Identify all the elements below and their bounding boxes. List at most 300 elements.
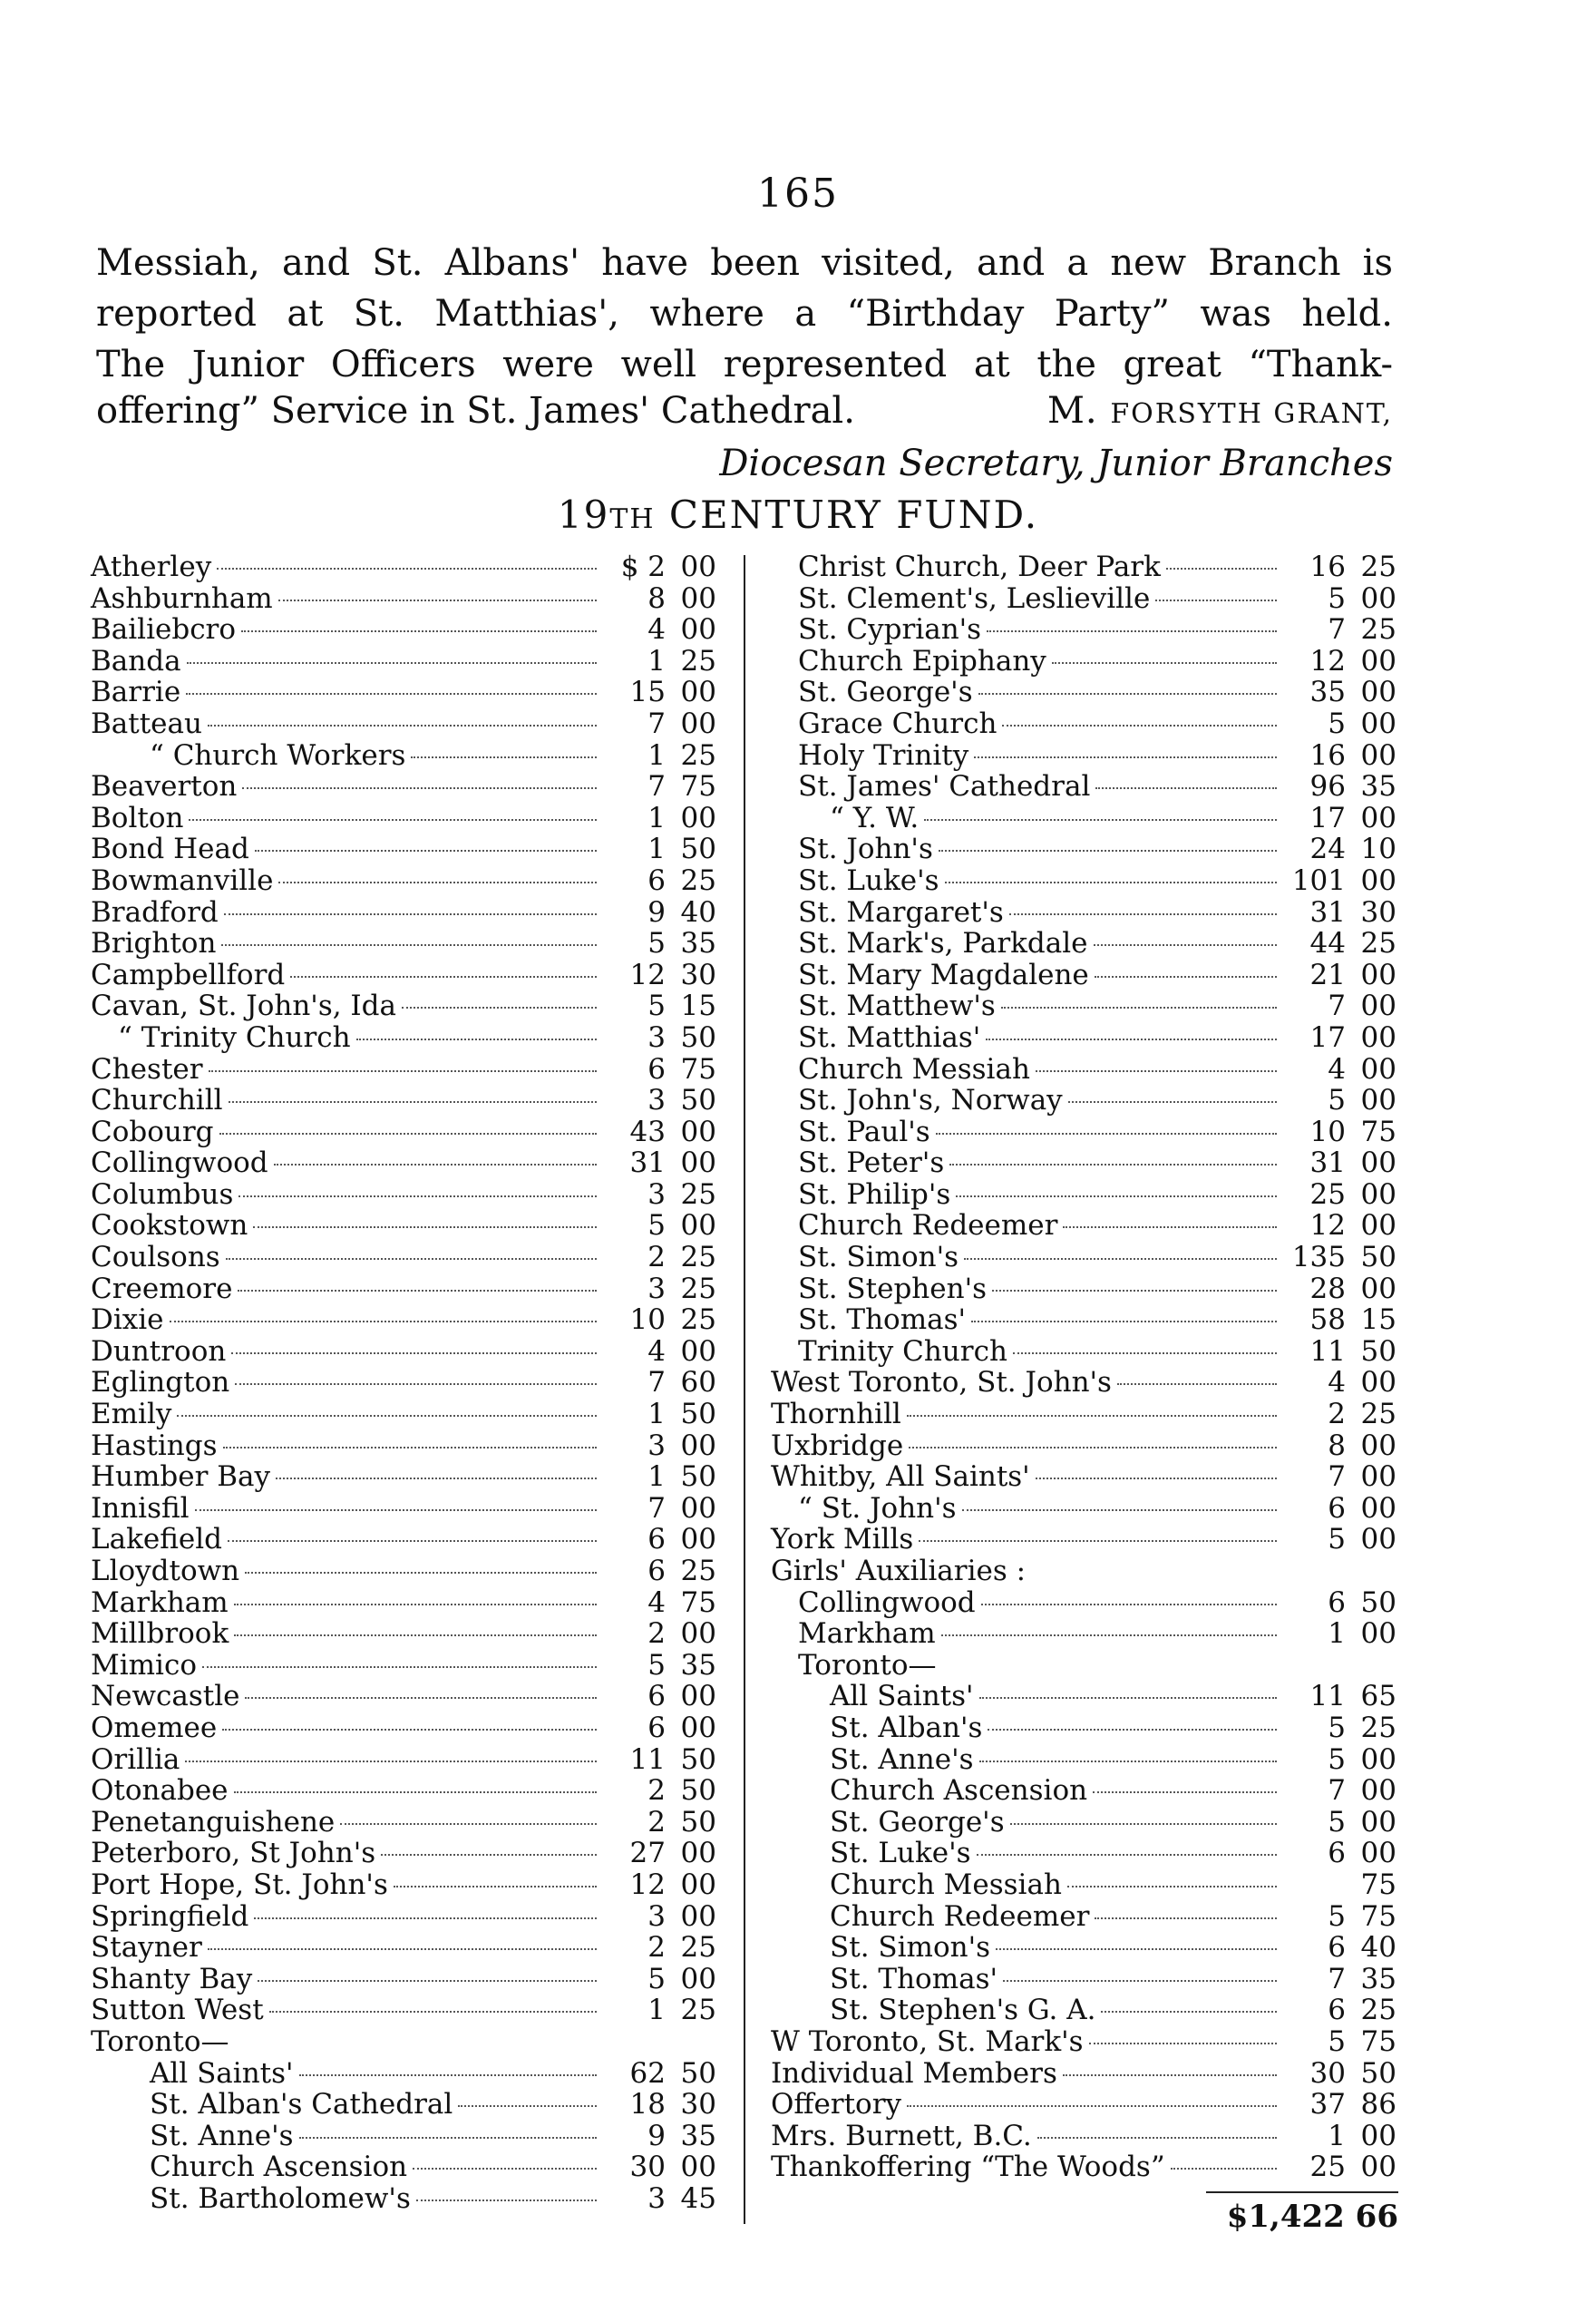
entry-name: Toronto—	[91, 2024, 229, 2058]
entry-name: Otonabee	[91, 1774, 229, 1808]
dot-leader	[209, 1070, 597, 1072]
list-item	[771, 1807, 1396, 1839]
list-item	[771, 865, 1396, 897]
dot-leader	[1067, 1886, 1277, 1887]
entry-dollars: 1	[647, 833, 666, 866]
entry-cents: 00	[1360, 1837, 1396, 1870]
entry-dollars: 5	[1328, 1711, 1346, 1744]
entry-dollars: 1	[1328, 2119, 1346, 2152]
entry-dollars: 3	[647, 1272, 666, 1305]
list-item	[91, 1681, 716, 1712]
entry-name: “ Church Workers	[150, 738, 406, 772]
entry-cents: 00	[1360, 1460, 1396, 1494]
entry-name: Batteau	[91, 707, 202, 740]
dot-leader	[221, 944, 597, 946]
dot-leader	[254, 1917, 597, 1919]
entry-dollars: 5	[1328, 2024, 1346, 2058]
dot-leader	[278, 882, 597, 883]
entry-dollars: 43	[629, 1115, 666, 1148]
list-item	[771, 771, 1396, 803]
dot-leader	[185, 1761, 597, 1762]
entry-name: Grace Church	[798, 707, 998, 740]
entry-name: Uxbridge	[771, 1429, 904, 1462]
dot-leader	[1036, 1478, 1277, 1479]
list-item	[771, 2058, 1396, 2090]
entry-name: Peterboro, St John's	[91, 1837, 376, 1870]
entry-dollars: 6	[647, 1555, 666, 1587]
dot-leader	[1001, 1007, 1277, 1009]
dot-leader	[394, 1886, 597, 1887]
entry-dollars: 5	[1328, 1899, 1346, 1933]
dot-leader	[949, 1164, 1277, 1166]
list-item	[771, 1618, 1396, 1650]
entry-cents: 50	[1360, 1585, 1396, 1619]
entry-dollars: 5	[1328, 581, 1346, 615]
entry-name: St. Simon's	[830, 1931, 991, 1965]
dot-leader	[208, 1948, 597, 1950]
entry-cents: 00	[680, 1711, 716, 1744]
entry-cents: 00	[680, 581, 716, 615]
signature-name	[1110, 390, 1393, 432]
entry-name: Ashburnham	[91, 581, 273, 615]
entry-dollars: 1	[647, 801, 666, 834]
entry-name: Church Redeemer	[798, 1209, 1058, 1243]
entry-name: All Saints'	[830, 1680, 974, 1713]
dot-leader	[189, 819, 597, 821]
entry-dollars: 6	[1328, 1994, 1346, 2027]
entry-cents: 00	[1360, 1146, 1396, 1180]
entry-name: Bond Head	[91, 833, 249, 866]
signature-title: Diocesan Secretary, Junior Branches	[719, 443, 1393, 484]
list-item	[771, 1681, 1396, 1712]
entry-cents: 00	[1360, 2119, 1396, 2152]
entry-name: Individual Members	[771, 2056, 1057, 2090]
list-item	[91, 551, 716, 583]
list-item	[91, 834, 716, 865]
entry-cents: 00	[1360, 1523, 1396, 1556]
list-item	[771, 1117, 1396, 1148]
dot-leader	[245, 1572, 597, 1574]
dot-leader	[245, 1697, 597, 1699]
list-item	[91, 1901, 716, 1933]
entry-name: St. Paul's	[798, 1115, 930, 1148]
entry-cents: 00	[680, 2151, 716, 2184]
entry-name: Bailiebcro	[91, 613, 237, 647]
entry-dollars: 101	[1291, 863, 1346, 897]
entry-cents: 00	[1360, 1209, 1396, 1243]
dot-leader	[941, 1634, 1277, 1636]
entry-cents: 50	[680, 1774, 716, 1808]
entry-name: Toronto—	[798, 1648, 937, 1682]
dot-leader	[981, 1604, 1277, 1605]
dot-leader	[971, 1321, 1277, 1322]
entry-cents: 35	[1360, 770, 1396, 804]
dot-leader	[222, 1729, 597, 1731]
dot-leader	[987, 630, 1277, 632]
entry-cents: 00	[680, 1115, 716, 1148]
dot-leader	[1166, 568, 1277, 570]
entry-cents: 75	[680, 1052, 716, 1086]
entry-name: Church Redeemer	[830, 1899, 1090, 1933]
entry-cents: 00	[680, 1962, 716, 1995]
entry-dollars: 1	[647, 1460, 666, 1494]
dot-leader	[241, 630, 597, 632]
entry-name: Lloydtown	[91, 1555, 240, 1587]
list-item	[771, 1242, 1396, 1273]
dot-leader	[278, 600, 597, 601]
entry-name: St. Luke's	[830, 1837, 971, 1870]
dot-leader	[274, 1164, 597, 1166]
entry-dollars: 4	[647, 1585, 666, 1619]
entry-dollars: 6	[647, 863, 666, 897]
list-item	[771, 1054, 1396, 1086]
list-item	[91, 2183, 716, 2215]
entry-name: Millbrook	[91, 1617, 229, 1651]
entry-dollars: 2	[647, 1774, 666, 1808]
list-item	[771, 990, 1396, 1022]
entry-cents: 00	[1360, 2151, 1396, 2184]
dot-leader	[1095, 1917, 1277, 1919]
entry-cents: 25	[680, 1241, 716, 1274]
entry-name: Penetanguishene	[91, 1805, 336, 1839]
list-item	[771, 1399, 1396, 1430]
entry-name: Bolton	[91, 801, 184, 834]
list-item	[91, 1493, 716, 1525]
entry-cents: 00	[1360, 863, 1396, 897]
entry-name: Lakefield	[91, 1523, 222, 1556]
list-item	[91, 2151, 716, 2183]
entry-cents: 25	[680, 863, 716, 897]
entry-dollars: 21	[1309, 958, 1346, 991]
dot-leader	[939, 850, 1277, 852]
dot-leader	[1095, 976, 1277, 978]
list-item	[91, 646, 716, 678]
entry-dollars: 30	[629, 2151, 666, 2184]
list-item	[771, 646, 1396, 678]
entry-cents: 00	[680, 1491, 716, 1525]
entry-dollars: 16	[1309, 551, 1346, 583]
list-item	[771, 960, 1396, 991]
entry-dollars: 31	[1309, 895, 1346, 929]
entry-name: Creemore	[91, 1272, 233, 1305]
entry-dollars: 58	[1309, 1303, 1346, 1337]
entry-cents: 00	[1360, 1020, 1396, 1054]
list-item	[91, 2121, 716, 2152]
signature-name-text: FORSYTH GRANT,	[1110, 398, 1393, 430]
entry-cents: 30	[680, 958, 716, 991]
entry-name: Coulsons	[91, 1241, 220, 1274]
entry-name: St. Matthias'	[798, 1020, 981, 1054]
list-item	[771, 1367, 1396, 1399]
entry-dollars: 4	[1328, 1052, 1346, 1086]
entry-dollars: 6	[647, 1052, 666, 1086]
entry-cents: 00	[1360, 1617, 1396, 1651]
entry-dollars: 7	[1328, 1460, 1346, 1494]
left-column	[91, 551, 716, 2214]
entry-name: Duntroon	[91, 1334, 227, 1368]
entry-name: York Mills	[771, 1523, 914, 1556]
entry-name: Sutton West	[91, 1994, 264, 2027]
list-item	[771, 1493, 1396, 1525]
entry-name: Offertory	[771, 2088, 902, 2122]
entry-cents: 00	[1360, 707, 1396, 740]
entry-dollars: 7	[1328, 613, 1346, 647]
list-item	[771, 2121, 1396, 2152]
entry-name: “ St. John's	[798, 1491, 957, 1525]
entry-name: Chester	[91, 1052, 203, 1086]
list-item	[91, 1336, 716, 1368]
entry-dollars: 25	[1309, 1177, 1346, 1211]
entry-dollars: 2	[647, 1617, 666, 1651]
list-item	[91, 1587, 716, 1619]
entry-name: Trinity Church	[798, 1334, 1007, 1368]
dot-leader	[978, 693, 1277, 695]
entry-name: St. John's, Norway	[798, 1084, 1063, 1117]
entry-cents: 25	[1360, 1398, 1396, 1431]
entry-cents: 15	[1360, 1303, 1396, 1337]
entry-name: Beaverton	[91, 770, 238, 804]
list-item	[91, 990, 716, 1022]
entry-name: W Toronto, St. Mark's	[771, 2024, 1084, 2058]
dot-leader	[1117, 1383, 1277, 1385]
entry-dollars: 1	[647, 644, 666, 678]
entry-name: St. Margaret's	[798, 895, 1004, 929]
entry-dollars: 6	[647, 1523, 666, 1556]
entry-name: Banda	[91, 644, 181, 678]
list-item	[91, 1995, 716, 2026]
entry-name: Innisfil	[91, 1491, 190, 1525]
entry-dollars: 1	[647, 1398, 666, 1431]
entry-name: West Toronto, St. John's	[771, 1366, 1112, 1400]
entry-cents: 60	[680, 1366, 716, 1400]
list-item	[91, 1367, 716, 1399]
entry-dollars: 12	[1309, 1209, 1346, 1243]
list-item	[771, 677, 1396, 708]
list-item	[771, 1461, 1396, 1493]
paragraph-line: reported at St. Matthias', where a “Birthday Party” was held.	[96, 293, 1393, 335]
entry-dollars: 17	[1309, 1020, 1346, 1054]
column-divider	[744, 555, 745, 2224]
dot-leader	[238, 1290, 597, 1292]
list-item	[91, 1618, 716, 1650]
list-item	[771, 1650, 1396, 1682]
dot-leader	[229, 1101, 597, 1103]
dot-leader	[177, 1415, 597, 1417]
list-item	[771, 583, 1396, 615]
entry-cents: 15	[680, 990, 716, 1023]
page-number: 165	[757, 171, 839, 217]
entry-name: Church Ascension	[150, 2151, 408, 2184]
entry-dollars: 37	[1309, 2088, 1346, 2122]
list-item	[771, 928, 1396, 960]
entry-name: Bowmanville	[91, 863, 274, 897]
entry-dollars: 4	[1328, 1366, 1346, 1400]
list-item	[91, 1461, 716, 1493]
entry-name: St. Thomas'	[830, 1962, 998, 1995]
entry-dollars: 3	[647, 2181, 666, 2215]
list-item	[771, 708, 1396, 740]
dot-leader	[290, 976, 597, 978]
entry-dollars: 2	[647, 1241, 666, 1274]
entry-dollars: 62	[629, 2056, 666, 2090]
list-item	[91, 1179, 716, 1211]
entry-dollars: 5	[1328, 1523, 1346, 1556]
list-item	[91, 1775, 716, 1807]
entry-cents: 00	[680, 1868, 716, 1901]
entry-cents: 50	[1360, 1334, 1396, 1368]
grand-total: $1,422 66	[1226, 2199, 1398, 2235]
entry-cents: 25	[680, 1303, 716, 1337]
dot-leader	[242, 787, 597, 789]
dot-leader	[299, 2137, 598, 2139]
entry-dollars: 24	[1309, 833, 1346, 866]
entry-dollars: 28	[1309, 1272, 1346, 1305]
dot-leader	[231, 1352, 597, 1354]
dot-leader	[238, 1195, 597, 1197]
entry-cents: 00	[1360, 1774, 1396, 1808]
dot-leader	[1095, 787, 1277, 789]
entry-cents: 25	[680, 1177, 716, 1211]
dot-leader	[170, 1321, 597, 1322]
paragraph-line: offering” Service in St. James' Cathedral.	[96, 390, 855, 432]
entry-cents: 10	[1360, 833, 1396, 866]
entry-name: St. John's	[798, 833, 933, 866]
entry-dollars: 17	[1309, 801, 1346, 834]
entry-dollars: 30	[1309, 2056, 1346, 2090]
entry-cents: 50	[680, 1805, 716, 1839]
entry-cents: 00	[1360, 676, 1396, 709]
list-item	[91, 1712, 716, 1744]
dot-leader	[1010, 1823, 1277, 1825]
entry-name: “ Trinity Church	[118, 1020, 351, 1054]
entry-name: Hastings	[91, 1429, 218, 1462]
dot-leader	[1037, 2137, 1277, 2139]
entry-dollars: 10	[629, 1303, 666, 1337]
entry-cents: 00	[680, 1523, 716, 1556]
list-item	[91, 1650, 716, 1682]
dot-leader	[1101, 2011, 1277, 2013]
dot-leader	[964, 1258, 1277, 1260]
entry-name: Springfield	[91, 1899, 249, 1933]
fund-title	[0, 493, 1596, 537]
entry-cents: 75	[1360, 1899, 1396, 1933]
list-item	[91, 614, 716, 646]
entry-dollars: 4	[647, 1334, 666, 1368]
list-item	[91, 708, 716, 740]
entry-name: St. Anne's	[150, 2119, 294, 2152]
entry-dollars: 7	[647, 1366, 666, 1400]
entry-cents: 00	[1360, 1084, 1396, 1117]
entry-cents: 75	[1360, 2024, 1396, 2058]
entry-cents: 50	[1360, 1241, 1396, 1274]
entry-dollars: 44	[1309, 927, 1346, 961]
entry-cents: 25	[680, 1555, 716, 1587]
entry-name: Bradford	[91, 895, 219, 929]
dot-leader	[945, 882, 1277, 883]
signature-initial: M.	[1046, 390, 1098, 432]
entry-cents: 00	[680, 1899, 716, 1933]
entry-cents: 50	[680, 1460, 716, 1494]
dot-leader	[907, 2105, 1277, 2107]
list-item	[771, 1587, 1396, 1619]
entry-name: Cavan, St. John's, Ida	[91, 990, 397, 1023]
entry-cents: 00	[1360, 990, 1396, 1023]
entry-name: Whitby, All Saints'	[771, 1460, 1030, 1494]
entry-name: Cookstown	[91, 1209, 248, 1243]
list-item	[771, 1901, 1396, 1933]
entry-cents: 00	[680, 1209, 716, 1243]
entry-cents: 75	[680, 1585, 716, 1619]
entry-cents: 35	[1360, 1962, 1396, 1995]
entry-name: Dixie	[91, 1303, 164, 1337]
list-item	[91, 1556, 716, 1587]
dot-leader	[1013, 1352, 1277, 1354]
entry-name: St. Mark's, Parkdale	[798, 927, 1088, 961]
list-item	[771, 1775, 1396, 1807]
entry-name: St. Philip's	[798, 1177, 951, 1211]
entry-cents: 50	[1360, 2056, 1396, 2090]
entry-name: Barrie	[91, 676, 181, 709]
dot-leader	[979, 1761, 1278, 1762]
list-item	[771, 1712, 1396, 1744]
entry-name: St. Mary Magdalene	[798, 958, 1089, 991]
dot-leader	[234, 1634, 597, 1636]
entry-name: St. Alban's	[830, 1711, 983, 1744]
entry-name: St. Peter's	[798, 1146, 945, 1180]
entry-dollars: 7	[1328, 990, 1346, 1023]
entry-name: Church Epiphany	[798, 644, 1046, 678]
entry-cents: 30	[1360, 895, 1396, 929]
entry-name: St. Bartholomew's	[150, 2181, 411, 2215]
list-item	[91, 1147, 716, 1179]
entry-cents: 50	[680, 833, 716, 866]
entry-name: Markham	[798, 1617, 936, 1651]
entry-cents: 00	[1360, 1177, 1396, 1211]
entry-cents: 50	[680, 1020, 716, 1054]
dot-leader	[223, 1447, 597, 1449]
dot-leader	[962, 1509, 1277, 1511]
list-item	[771, 1179, 1396, 1211]
entry-dollars: 3	[647, 1084, 666, 1117]
entry-cents: 00	[680, 707, 716, 740]
list-item	[91, 1022, 716, 1054]
entry-cents: 00	[680, 801, 716, 834]
dot-leader	[411, 756, 597, 758]
entry-dollars: 7	[1328, 1774, 1346, 1808]
dot-leader	[1009, 913, 1277, 915]
list-item	[91, 1807, 716, 1839]
entry-cents: 75	[1360, 1115, 1396, 1148]
list-item	[771, 834, 1396, 865]
list-item	[771, 1304, 1396, 1336]
dot-leader	[1002, 725, 1277, 727]
entry-dollars: 5	[647, 990, 666, 1023]
list-item	[91, 2026, 716, 2058]
paragraph-line: The Junior Officers were well represented at the great “Thank-	[96, 344, 1393, 385]
entry-name: St. Matthew's	[798, 990, 996, 1023]
entry-cents: 00	[1360, 801, 1396, 834]
entry-name: Stayner	[91, 1931, 202, 1965]
dot-leader	[234, 1791, 597, 1793]
dot-leader	[936, 1133, 1277, 1135]
entry-name: St. Thomas'	[798, 1303, 967, 1337]
list-item	[91, 1932, 716, 1964]
entry-dollars: 1	[1328, 1617, 1346, 1651]
dot-leader	[907, 1415, 1277, 1417]
entry-name: Christ Church, Deer Park	[798, 551, 1161, 583]
entry-cents: 00	[680, 676, 716, 709]
entry-dollars: 5	[647, 927, 666, 961]
